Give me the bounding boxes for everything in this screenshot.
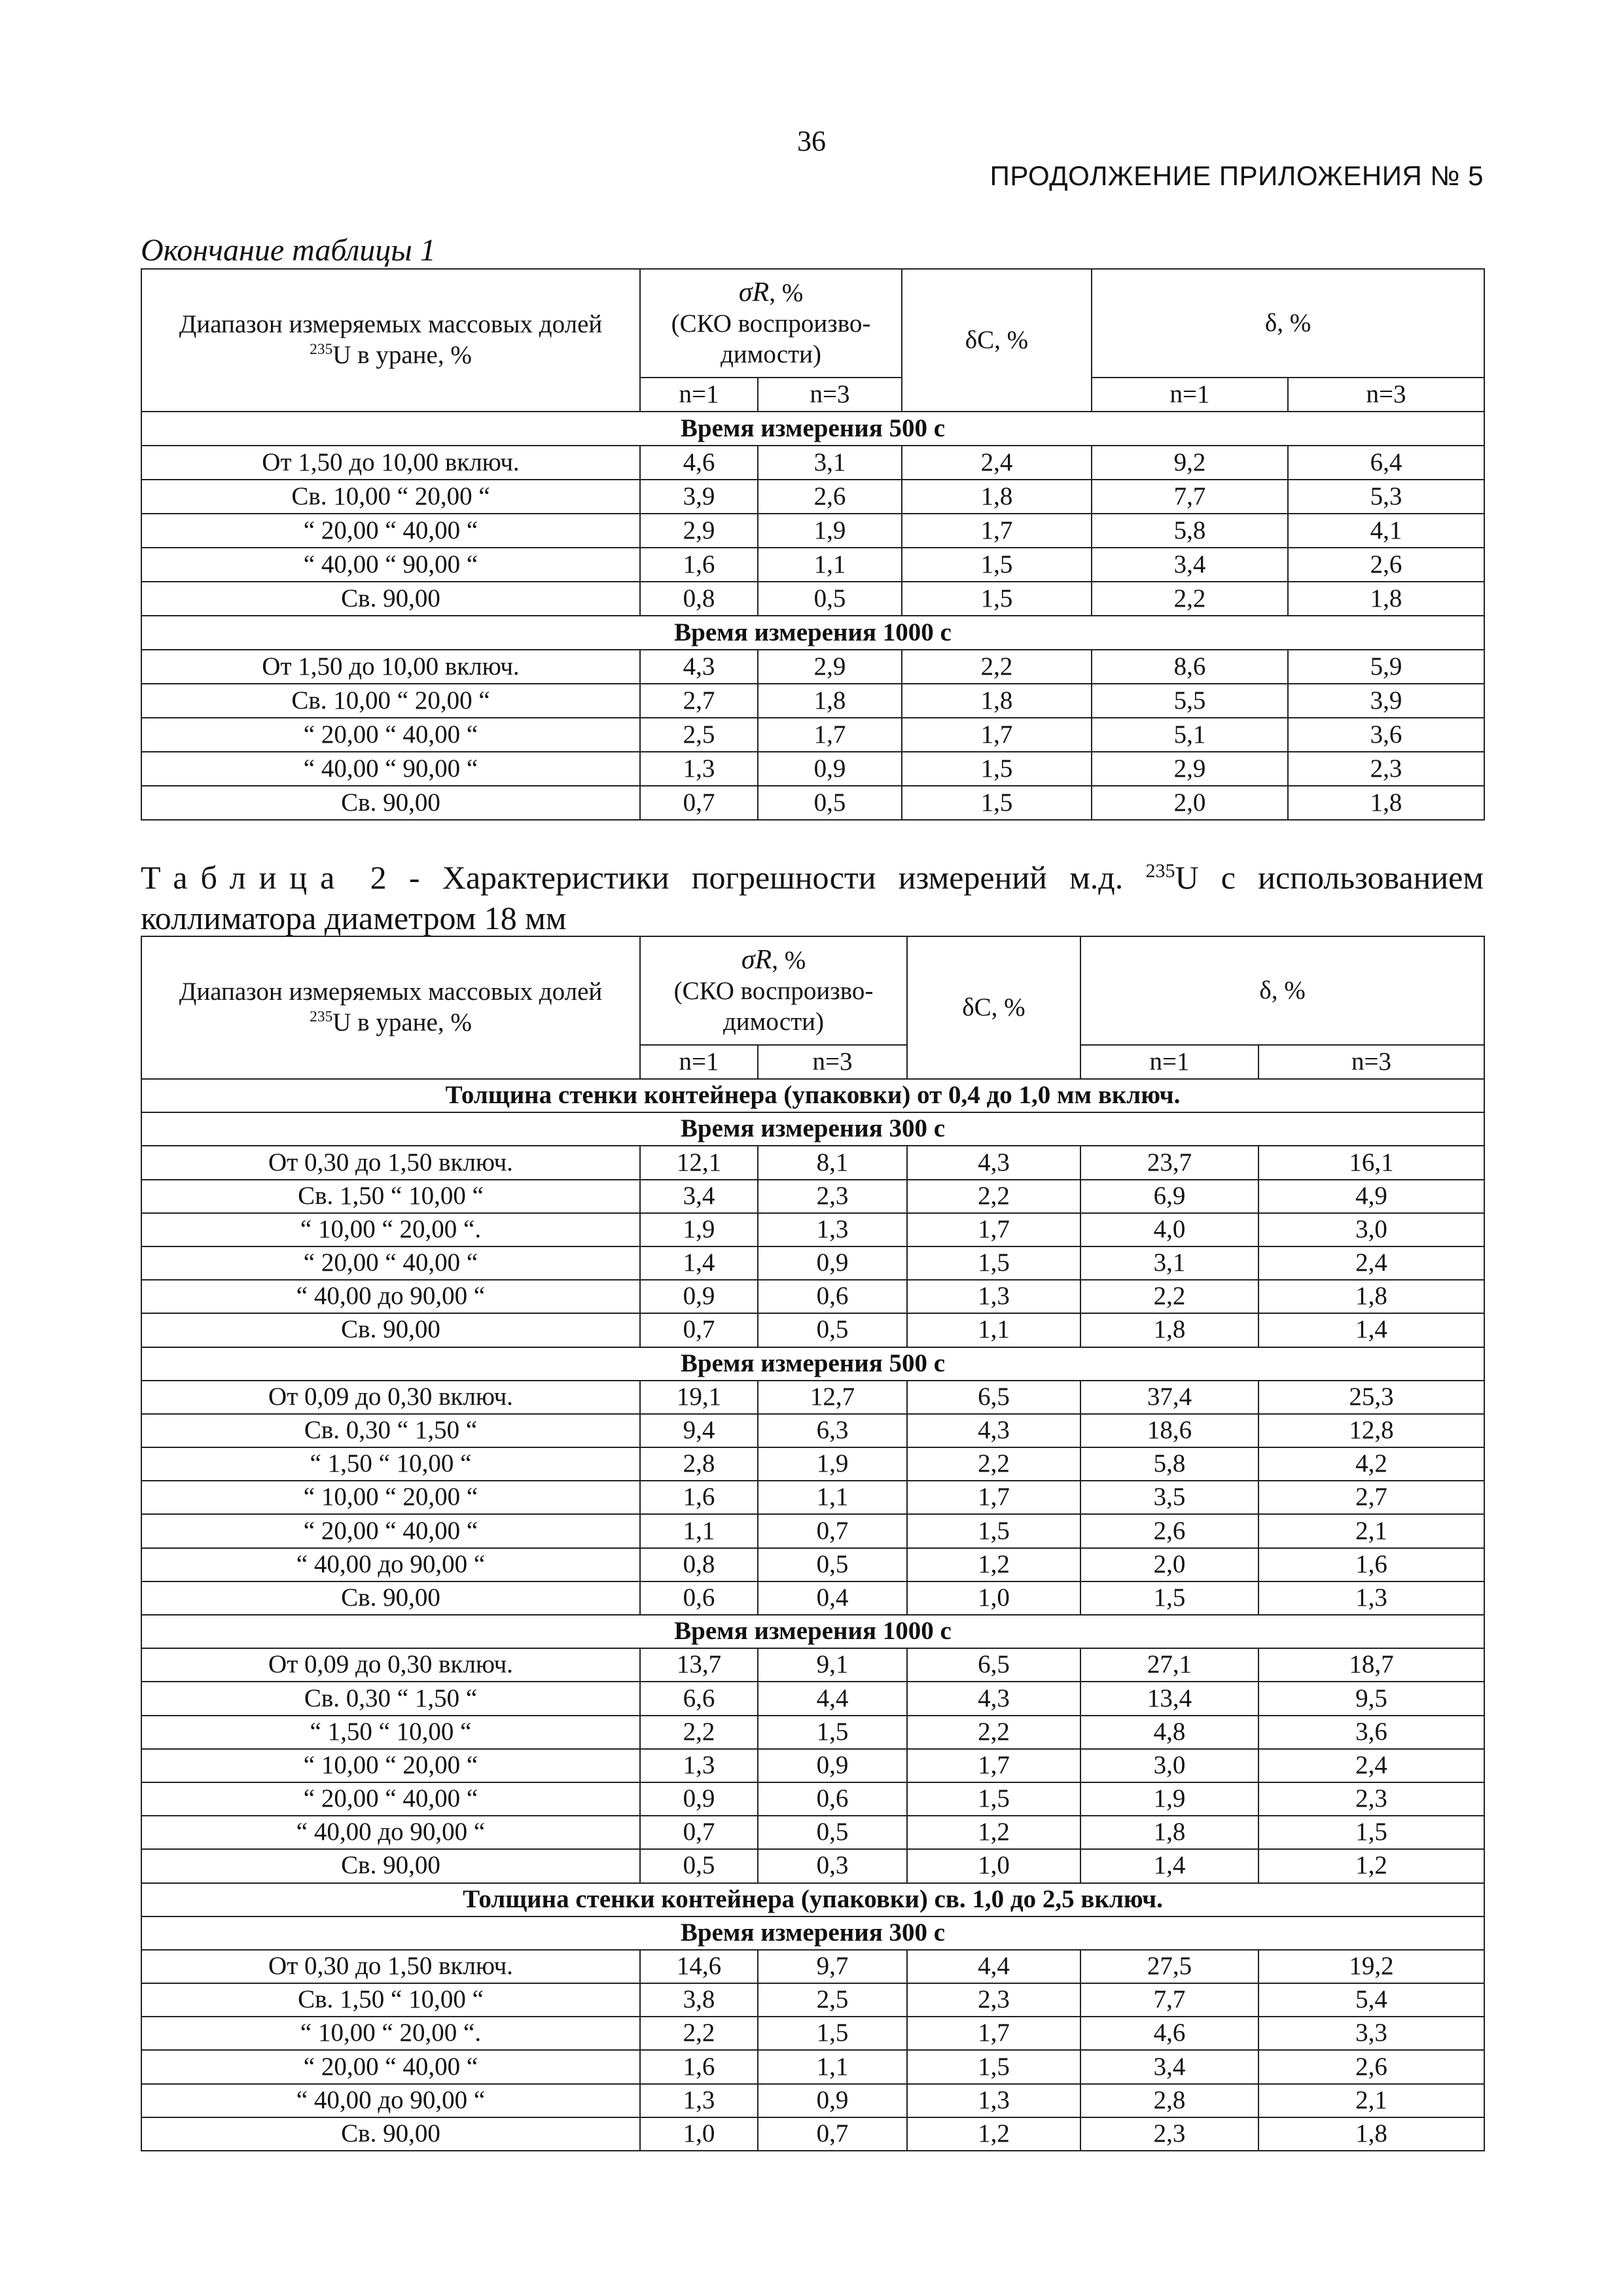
value-cell: 18,6 xyxy=(1080,1414,1258,1447)
sigma-column-header: σR, % (СКО воспроизво-димости) xyxy=(640,936,907,1045)
value-cell: 0,6 xyxy=(758,1280,907,1313)
table1-caption: Окончание таблицы 1 xyxy=(141,233,436,268)
value-cell: 3,6 xyxy=(1288,718,1484,752)
value-cell: 2,9 xyxy=(1092,752,1288,786)
range-cell: Св. 1,50 “ 10,00 “ xyxy=(141,1180,640,1213)
value-cell: 6,5 xyxy=(907,1648,1080,1682)
table-row xyxy=(141,650,1484,684)
table2-body xyxy=(141,1079,1484,2151)
value-cell: 4,1 xyxy=(1288,514,1484,548)
value-cell: 1,3 xyxy=(907,1280,1080,1313)
value-cell: 0,5 xyxy=(758,786,902,820)
value-cell: 1,5 xyxy=(758,1716,907,1749)
value-cell: 6,9 xyxy=(1080,1180,1258,1213)
value-cell: 1,8 xyxy=(1258,1280,1484,1313)
value-cell: 2,3 xyxy=(1258,1782,1484,1816)
value-cell: 25,3 xyxy=(1258,1381,1484,1414)
value-cell: 1,6 xyxy=(640,1481,758,1514)
value-cell: 2,3 xyxy=(1080,2117,1258,2151)
value-cell: 4,3 xyxy=(907,1682,1080,1715)
range-cell: Св. 90,00 xyxy=(141,1849,640,1882)
value-cell: 4,6 xyxy=(640,446,758,480)
table-row xyxy=(141,1849,1484,1882)
value-cell: 9,7 xyxy=(758,1950,907,1983)
value-cell: 2,2 xyxy=(1092,582,1288,616)
table-row xyxy=(141,752,1484,786)
range-cell: От 0,30 до 1,50 включ. xyxy=(141,1146,640,1179)
value-cell: 1,5 xyxy=(907,1782,1080,1816)
range-cell: Св. 90,00 xyxy=(141,786,640,820)
value-cell: 1,5 xyxy=(758,2017,907,2050)
sigma-n3-header: n=3 xyxy=(758,1045,907,1079)
measurement-time-header: Время измерения 1000 с xyxy=(141,616,1484,650)
range-cell: “ 10,00 “ 20,00 “. xyxy=(141,1213,640,1246)
value-cell: 2,3 xyxy=(1288,752,1484,786)
value-cell: 0,8 xyxy=(640,582,758,616)
value-cell: 3,3 xyxy=(1258,2017,1484,2050)
range-cell: Св. 90,00 xyxy=(141,2117,640,2151)
value-cell: 8,1 xyxy=(758,1146,907,1179)
value-cell: 2,3 xyxy=(758,1180,907,1213)
value-cell: 4,9 xyxy=(1258,1180,1484,1213)
value-cell: 1,0 xyxy=(640,2117,758,2151)
value-cell: 12,8 xyxy=(1258,1414,1484,1447)
value-cell: 0,5 xyxy=(758,1548,907,1581)
value-cell: 2,2 xyxy=(907,1180,1080,1213)
delta-column-header: δ, % xyxy=(1092,269,1484,378)
value-cell: 2,6 xyxy=(1258,2050,1484,2083)
value-cell: 5,8 xyxy=(1092,514,1288,548)
value-cell: 1,5 xyxy=(1258,1816,1484,1849)
value-cell: 4,3 xyxy=(907,1146,1080,1179)
value-cell: 1,9 xyxy=(1080,1782,1258,1816)
table-row xyxy=(141,2017,1484,2050)
value-cell: 2,1 xyxy=(1258,1514,1484,1547)
table-row xyxy=(141,1414,1484,1447)
range-cell: Св. 1,50 “ 10,00 “ xyxy=(141,1983,640,2017)
value-cell: 1,3 xyxy=(640,2084,758,2117)
table2-title: Таблица 2 - Характеристики погрешности измерений м.д. $^{235}$U с использованием xyxy=(141,859,1484,896)
range-cell: “ 40,00 “ 90,00 “ xyxy=(141,752,640,786)
value-cell: 19,1 xyxy=(640,1381,758,1414)
table-row xyxy=(141,2117,1484,2151)
value-cell: 0,5 xyxy=(758,1816,907,1849)
range-cell: “ 10,00 “ 20,00 “. xyxy=(141,2017,640,2050)
value-cell: 1,2 xyxy=(907,2117,1080,2151)
table-row xyxy=(141,1749,1484,1782)
sigma-column-header: σR, % (СКО воспроизво-димости) xyxy=(640,269,902,378)
table-row xyxy=(141,1180,1484,1213)
table-row xyxy=(141,2050,1484,2083)
value-cell: 1,2 xyxy=(907,1816,1080,1849)
value-cell: 1,9 xyxy=(640,1213,758,1246)
value-cell: 3,4 xyxy=(1080,2050,1258,2083)
measurement-time-header: Время измерения 500 с xyxy=(141,1347,1484,1381)
value-cell: 0,6 xyxy=(758,1782,907,1816)
measurement-time-header: Время измерения 300 с xyxy=(141,1112,1484,1146)
value-cell: 0,7 xyxy=(758,2117,907,2151)
value-cell: 1,3 xyxy=(758,1213,907,1246)
value-cell: 1,5 xyxy=(907,2050,1080,2083)
value-cell: 6,5 xyxy=(907,1381,1080,1414)
table-row xyxy=(141,718,1484,752)
value-cell: 1,1 xyxy=(758,1481,907,1514)
table-row xyxy=(141,582,1484,616)
value-cell: 2,2 xyxy=(907,1716,1080,1749)
value-cell: 1,3 xyxy=(907,2084,1080,2117)
sigma-n3-header: n=3 xyxy=(758,378,902,412)
range-cell: “ 10,00 “ 20,00 “ xyxy=(141,1749,640,1782)
value-cell: 0,7 xyxy=(640,1313,758,1347)
table-row xyxy=(141,1782,1484,1816)
wall-thickness-header: Толщина стенки контейнера (упаковки) от 0,4 до 1,0 мм включ. xyxy=(141,1079,1484,1112)
table-row xyxy=(141,786,1484,820)
delta-n3-header: n=3 xyxy=(1258,1045,1484,1079)
value-cell: 19,2 xyxy=(1258,1950,1484,1983)
table-row xyxy=(141,1213,1484,1246)
range-cell: От 0,30 до 1,50 включ. xyxy=(141,1950,640,1983)
value-cell: 0,7 xyxy=(640,786,758,820)
value-cell: 2,2 xyxy=(907,1447,1080,1481)
table-row xyxy=(141,1381,1484,1414)
table-2 xyxy=(141,936,1485,2151)
value-cell: 2,0 xyxy=(1092,786,1288,820)
value-cell: 4,8 xyxy=(1080,1716,1258,1749)
range-cell: “ 1,50 “ 10,00 “ xyxy=(141,1716,640,1749)
value-cell: 2,7 xyxy=(640,684,758,718)
value-cell: 13,7 xyxy=(640,1648,758,1682)
value-cell: 1,5 xyxy=(902,752,1092,786)
value-cell: 1,5 xyxy=(907,1246,1080,1280)
value-cell: 2,2 xyxy=(640,1716,758,1749)
value-cell: 3,1 xyxy=(758,446,902,480)
value-cell: 1,2 xyxy=(907,1548,1080,1581)
value-cell: 2,5 xyxy=(640,718,758,752)
delta-c-column-header: δC, % xyxy=(902,269,1092,412)
value-cell: 1,7 xyxy=(907,1481,1080,1514)
value-cell: 7,7 xyxy=(1080,1983,1258,2017)
value-cell: 0,9 xyxy=(640,1782,758,1816)
value-cell: 2,4 xyxy=(1258,1749,1484,1782)
value-cell: 1,8 xyxy=(1080,1816,1258,1849)
value-cell: 2,7 xyxy=(1258,1481,1484,1514)
value-cell: 0,3 xyxy=(758,1849,907,1882)
value-cell: 9,2 xyxy=(1092,446,1288,480)
value-cell: 3,4 xyxy=(1092,548,1288,582)
range-cell: От 1,50 до 10,00 включ. xyxy=(141,650,640,684)
value-cell: 3,8 xyxy=(640,1983,758,2017)
table-row xyxy=(141,480,1484,514)
value-cell: 1,8 xyxy=(902,684,1092,718)
value-cell: 2,1 xyxy=(1258,2084,1484,2117)
value-cell: 2,6 xyxy=(1080,1514,1258,1547)
value-cell: 3,6 xyxy=(1258,1716,1484,1749)
value-cell: 1,0 xyxy=(907,1581,1080,1615)
value-cell: 27,5 xyxy=(1080,1950,1258,1983)
delta-c-column-header: δC, % xyxy=(907,936,1080,1079)
value-cell: 3,5 xyxy=(1080,1481,1258,1514)
range-cell: От 1,50 до 10,00 включ. xyxy=(141,446,640,480)
sigma-n1-header: n=1 xyxy=(640,378,758,412)
value-cell: 2,4 xyxy=(902,446,1092,480)
value-cell: 0,9 xyxy=(758,1749,907,1782)
table-row xyxy=(141,1514,1484,1547)
table-row xyxy=(141,1280,1484,1313)
delta-n1-header: n=1 xyxy=(1092,378,1288,412)
table-row xyxy=(141,1481,1484,1514)
value-cell: 0,5 xyxy=(640,1849,758,1882)
table-row xyxy=(141,1648,1484,1682)
value-cell: 1,1 xyxy=(758,2050,907,2083)
table-row xyxy=(141,548,1484,582)
measurement-time-header: Время измерения 300 с xyxy=(141,1916,1484,1950)
range-cell: “ 20,00 “ 40,00 “ xyxy=(141,1514,640,1547)
table-row xyxy=(141,1983,1484,2017)
value-cell: 1,6 xyxy=(640,548,758,582)
table-row xyxy=(141,1816,1484,1849)
value-cell: 0,9 xyxy=(758,2084,907,2117)
value-cell: 12,7 xyxy=(758,1381,907,1414)
value-cell: 3,0 xyxy=(1080,1749,1258,1782)
value-cell: 2,8 xyxy=(1080,2084,1258,2117)
value-cell: 2,5 xyxy=(758,1983,907,2017)
value-cell: 18,7 xyxy=(1258,1648,1484,1682)
value-cell: 1,7 xyxy=(902,718,1092,752)
value-cell: 9,5 xyxy=(1258,1682,1484,1715)
range-cell: “ 1,50 “ 10,00 “ xyxy=(141,1447,640,1481)
value-cell: 1,7 xyxy=(902,514,1092,548)
value-cell: 0,4 xyxy=(758,1581,907,1615)
value-cell: 3,9 xyxy=(1288,684,1484,718)
range-column-header: Диапазон измеряемых массовых долей $^{235}$U в уране, % xyxy=(141,936,640,1079)
table-row xyxy=(141,446,1484,480)
value-cell: 0,9 xyxy=(640,1280,758,1313)
value-cell: 2,2 xyxy=(902,650,1092,684)
value-cell: 1,2 xyxy=(1258,1849,1484,1882)
value-cell: 23,7 xyxy=(1080,1146,1258,1179)
table-row xyxy=(141,1682,1484,1715)
value-cell: 0,9 xyxy=(758,1246,907,1280)
range-cell: Св. 0,30 “ 1,50 “ xyxy=(141,1414,640,1447)
value-cell: 1,4 xyxy=(1080,1849,1258,1882)
table-row xyxy=(141,1246,1484,1280)
table-row xyxy=(141,1548,1484,1581)
range-cell: От 0,09 до 0,30 включ. xyxy=(141,1648,640,1682)
range-cell: “ 20,00 “ 40,00 “ xyxy=(141,2050,640,2083)
value-cell: 5,1 xyxy=(1092,718,1288,752)
value-cell: 1,4 xyxy=(1258,1313,1484,1347)
range-cell: “ 20,00 “ 40,00 “ xyxy=(141,718,640,752)
value-cell: 6,4 xyxy=(1288,446,1484,480)
value-cell: 1,8 xyxy=(902,480,1092,514)
value-cell: 1,8 xyxy=(1288,786,1484,820)
value-cell: 2,6 xyxy=(1288,548,1484,582)
value-cell: 1,3 xyxy=(640,752,758,786)
value-cell: 37,4 xyxy=(1080,1381,1258,1414)
table-row xyxy=(141,684,1484,718)
value-cell: 1,7 xyxy=(907,2017,1080,2050)
range-cell: Св. 90,00 xyxy=(141,582,640,616)
value-cell: 4,4 xyxy=(907,1950,1080,1983)
value-cell: 5,4 xyxy=(1258,1983,1484,2017)
value-cell: 4,0 xyxy=(1080,1213,1258,1246)
value-cell: 1,7 xyxy=(907,1749,1080,1782)
value-cell: 27,1 xyxy=(1080,1648,1258,1682)
table-row xyxy=(141,1447,1484,1481)
value-cell: 1,6 xyxy=(1258,1548,1484,1581)
value-cell: 1,5 xyxy=(902,548,1092,582)
table-row xyxy=(141,1146,1484,1179)
range-cell: Св. 10,00 “ 20,00 “ xyxy=(141,684,640,718)
value-cell: 4,3 xyxy=(907,1414,1080,1447)
value-cell: 6,3 xyxy=(758,1414,907,1447)
value-cell: 2,2 xyxy=(640,2017,758,2050)
value-cell: 2,2 xyxy=(1080,1280,1258,1313)
range-cell: Св. 0,30 “ 1,50 “ xyxy=(141,1682,640,1715)
delta-n1-header: n=1 xyxy=(1080,1045,1258,1079)
value-cell: 2,9 xyxy=(758,650,902,684)
measurement-time-header: Время измерения 500 с xyxy=(141,412,1484,446)
value-cell: 1,7 xyxy=(907,1213,1080,1246)
value-cell: 3,1 xyxy=(1080,1246,1258,1280)
value-cell: 12,1 xyxy=(640,1146,758,1179)
value-cell: 3,4 xyxy=(640,1180,758,1213)
value-cell: 4,6 xyxy=(1080,2017,1258,2050)
value-cell: 2,3 xyxy=(907,1983,1080,2017)
range-cell: “ 10,00 “ 20,00 “ xyxy=(141,1481,640,1514)
value-cell: 14,6 xyxy=(640,1950,758,1983)
value-cell: 2,9 xyxy=(640,514,758,548)
value-cell: 1,6 xyxy=(640,2050,758,2083)
range-cell: Св. 10,00 “ 20,00 “ xyxy=(141,480,640,514)
value-cell: 1,9 xyxy=(758,1447,907,1481)
table2-title-line2: коллиматора диаметром 18 мм xyxy=(141,900,567,936)
value-cell: 1,5 xyxy=(907,1514,1080,1547)
value-cell: 2,4 xyxy=(1258,1246,1484,1280)
value-cell: 1,8 xyxy=(1288,582,1484,616)
value-cell: 2,6 xyxy=(758,480,902,514)
value-cell: 4,3 xyxy=(640,650,758,684)
value-cell: 1,1 xyxy=(640,1514,758,1547)
value-cell: 5,5 xyxy=(1092,684,1288,718)
table-row xyxy=(141,1950,1484,1983)
value-cell: 1,0 xyxy=(907,1849,1080,1882)
table-row xyxy=(141,1313,1484,1347)
value-cell: 16,1 xyxy=(1258,1146,1484,1179)
value-cell: 5,8 xyxy=(1080,1447,1258,1481)
value-cell: 4,2 xyxy=(1258,1447,1484,1481)
value-cell: 0,5 xyxy=(758,1313,907,1347)
table-row xyxy=(141,514,1484,548)
value-cell: 1,4 xyxy=(640,1246,758,1280)
table-row xyxy=(141,2084,1484,2117)
value-cell: 0,5 xyxy=(758,582,902,616)
wall-thickness-header: Толщина стенки контейнера (упаковки) св. 1,0 до 2,5 включ. xyxy=(141,1883,1484,1916)
value-cell: 5,3 xyxy=(1288,480,1484,514)
value-cell: 1,7 xyxy=(758,718,902,752)
range-cell: “ 20,00 “ 40,00 “ xyxy=(141,1246,640,1280)
value-cell: 1,3 xyxy=(640,1749,758,1782)
range-cell: “ 40,00 до 90,00 “ xyxy=(141,1548,640,1581)
range-column-header: Диапазон измеряемых массовых долей $^{235}$U в уране, % xyxy=(141,269,640,412)
value-cell: 1,5 xyxy=(902,786,1092,820)
appendix-title: ПРОДОЛЖЕНИЕ ПРИЛОЖЕНИЯ № 5 xyxy=(990,160,1484,191)
value-cell: 1,3 xyxy=(1258,1581,1484,1615)
table-row xyxy=(141,1581,1484,1615)
value-cell: 1,8 xyxy=(758,684,902,718)
value-cell: 9,1 xyxy=(758,1648,907,1682)
range-cell: “ 40,00 до 90,00 “ xyxy=(141,2084,640,2117)
range-cell: От 0,09 до 0,30 включ. xyxy=(141,1381,640,1414)
value-cell: 9,4 xyxy=(640,1414,758,1447)
value-cell: 4,4 xyxy=(758,1682,907,1715)
delta-column-header: δ, % xyxy=(1080,936,1484,1045)
value-cell: 0,9 xyxy=(758,752,902,786)
value-cell: 1,8 xyxy=(1080,1313,1258,1347)
range-cell: Св. 90,00 xyxy=(141,1313,640,1347)
value-cell: 13,4 xyxy=(1080,1682,1258,1715)
range-cell: “ 20,00 “ 40,00 “ xyxy=(141,514,640,548)
value-cell: 1,1 xyxy=(907,1313,1080,1347)
value-cell: 2,0 xyxy=(1080,1548,1258,1581)
value-cell: 1,8 xyxy=(1258,2117,1484,2151)
value-cell: 8,6 xyxy=(1092,650,1288,684)
value-cell: 6,6 xyxy=(640,1682,758,1715)
value-cell: 5,9 xyxy=(1288,650,1484,684)
value-cell: 1,1 xyxy=(758,548,902,582)
table-1 xyxy=(141,268,1485,821)
value-cell: 0,7 xyxy=(640,1816,758,1849)
table-row xyxy=(141,1716,1484,1749)
value-cell: 0,7 xyxy=(758,1514,907,1547)
range-cell: “ 20,00 “ 40,00 “ xyxy=(141,1782,640,1816)
value-cell: 0,8 xyxy=(640,1548,758,1581)
range-cell: “ 40,00 до 90,00 “ xyxy=(141,1816,640,1849)
range-cell: “ 40,00 “ 90,00 “ xyxy=(141,548,640,582)
table1-body xyxy=(141,412,1484,820)
value-cell: 3,9 xyxy=(640,480,758,514)
range-cell: Св. 90,00 xyxy=(141,1581,640,1615)
value-cell: 2,8 xyxy=(640,1447,758,1481)
range-cell: “ 40,00 до 90,00 “ xyxy=(141,1280,640,1313)
value-cell: 3,0 xyxy=(1258,1213,1484,1246)
value-cell: 1,5 xyxy=(1080,1581,1258,1615)
measurement-time-header: Время измерения 1000 с xyxy=(141,1615,1484,1648)
value-cell: 1,9 xyxy=(758,514,902,548)
delta-n3-header: n=3 xyxy=(1288,378,1484,412)
value-cell: 0,6 xyxy=(640,1581,758,1615)
page-number: 36 xyxy=(797,125,826,157)
value-cell: 1,5 xyxy=(902,582,1092,616)
value-cell: 7,7 xyxy=(1092,480,1288,514)
sigma-n1-header: n=1 xyxy=(640,1045,758,1079)
